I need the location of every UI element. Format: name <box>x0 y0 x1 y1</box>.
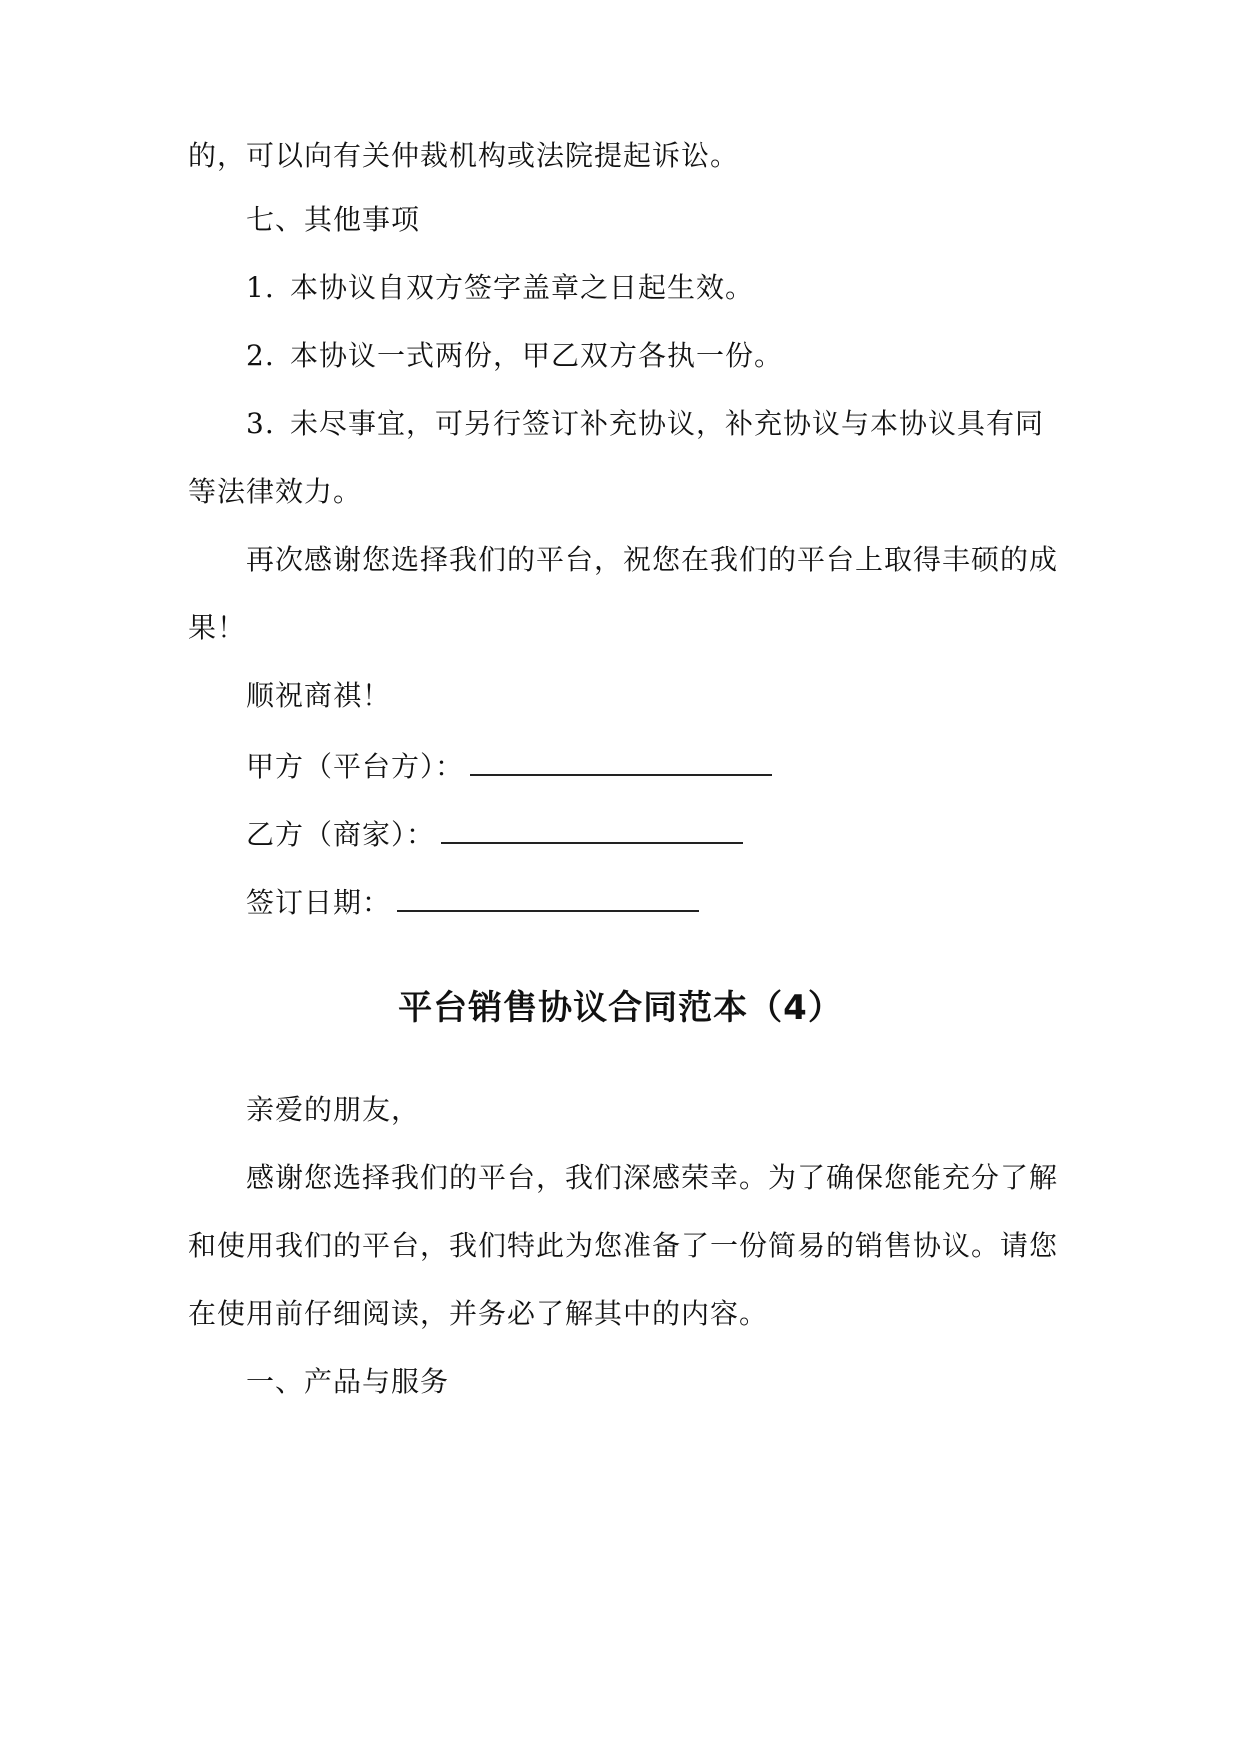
section-one-title: 一、产品与服务 <box>246 1365 450 1398</box>
item-3-continuation: 等法律效力。 <box>188 475 363 508</box>
item-1-number: 1. <box>246 271 275 304</box>
item-2-number: 2. <box>246 339 275 372</box>
item-3-number: 3. <box>246 407 275 440</box>
section-title: 平台销售协议合同范本（4） <box>398 988 843 1028</box>
paragraph-1-line-2: 和使用我们的平台，我们特此为您准备了一份简易的销售协议。请您 <box>188 1229 1059 1262</box>
regards: 顺祝商祺！ <box>246 679 392 712</box>
party-a-signature <box>246 744 1116 787</box>
party-b-label: 乙方（商家）： <box>246 818 436 851</box>
party-a-label: 甲方（平台方）： <box>246 750 465 783</box>
section-seven-title: 七、其他事项 <box>246 203 421 236</box>
item-3 <box>246 404 1058 444</box>
party-b-signature <box>246 812 1116 855</box>
sign-date <box>246 880 1116 923</box>
item-3-text: 未尽事宜，可另行签订补充协议，补充协议与本协议具有同 <box>290 407 1045 440</box>
closing-line-2: 果！ <box>188 611 247 644</box>
item-2 <box>246 336 1116 376</box>
party-a-signature-line[interactable] <box>470 744 772 776</box>
sign-date-line[interactable] <box>397 880 699 912</box>
greeting: 亲爱的朋友， <box>246 1093 421 1126</box>
continuation-line: 的，可以向有关仲裁机构或法院提起诉讼。 <box>188 139 740 172</box>
item-1 <box>246 268 1116 308</box>
sign-date-label: 签订日期： <box>246 886 392 919</box>
paragraph-1-line-3: 在使用前仔细阅读，并务必了解其中的内容。 <box>188 1297 769 1330</box>
item-2-text: 本协议一式两份，甲乙双方各执一份。 <box>290 339 784 372</box>
paragraph-1-line-1: 感谢您选择我们的平台，我们深感荣幸。为了确保您能充分了解 <box>246 1161 1059 1194</box>
closing-line-1: 再次感谢您选择我们的平台，祝您在我们的平台上取得丰硕的成 <box>246 543 1059 576</box>
party-b-signature-line[interactable] <box>441 812 743 844</box>
item-1-text: 本协议自双方签字盖章之日起生效。 <box>290 271 755 304</box>
